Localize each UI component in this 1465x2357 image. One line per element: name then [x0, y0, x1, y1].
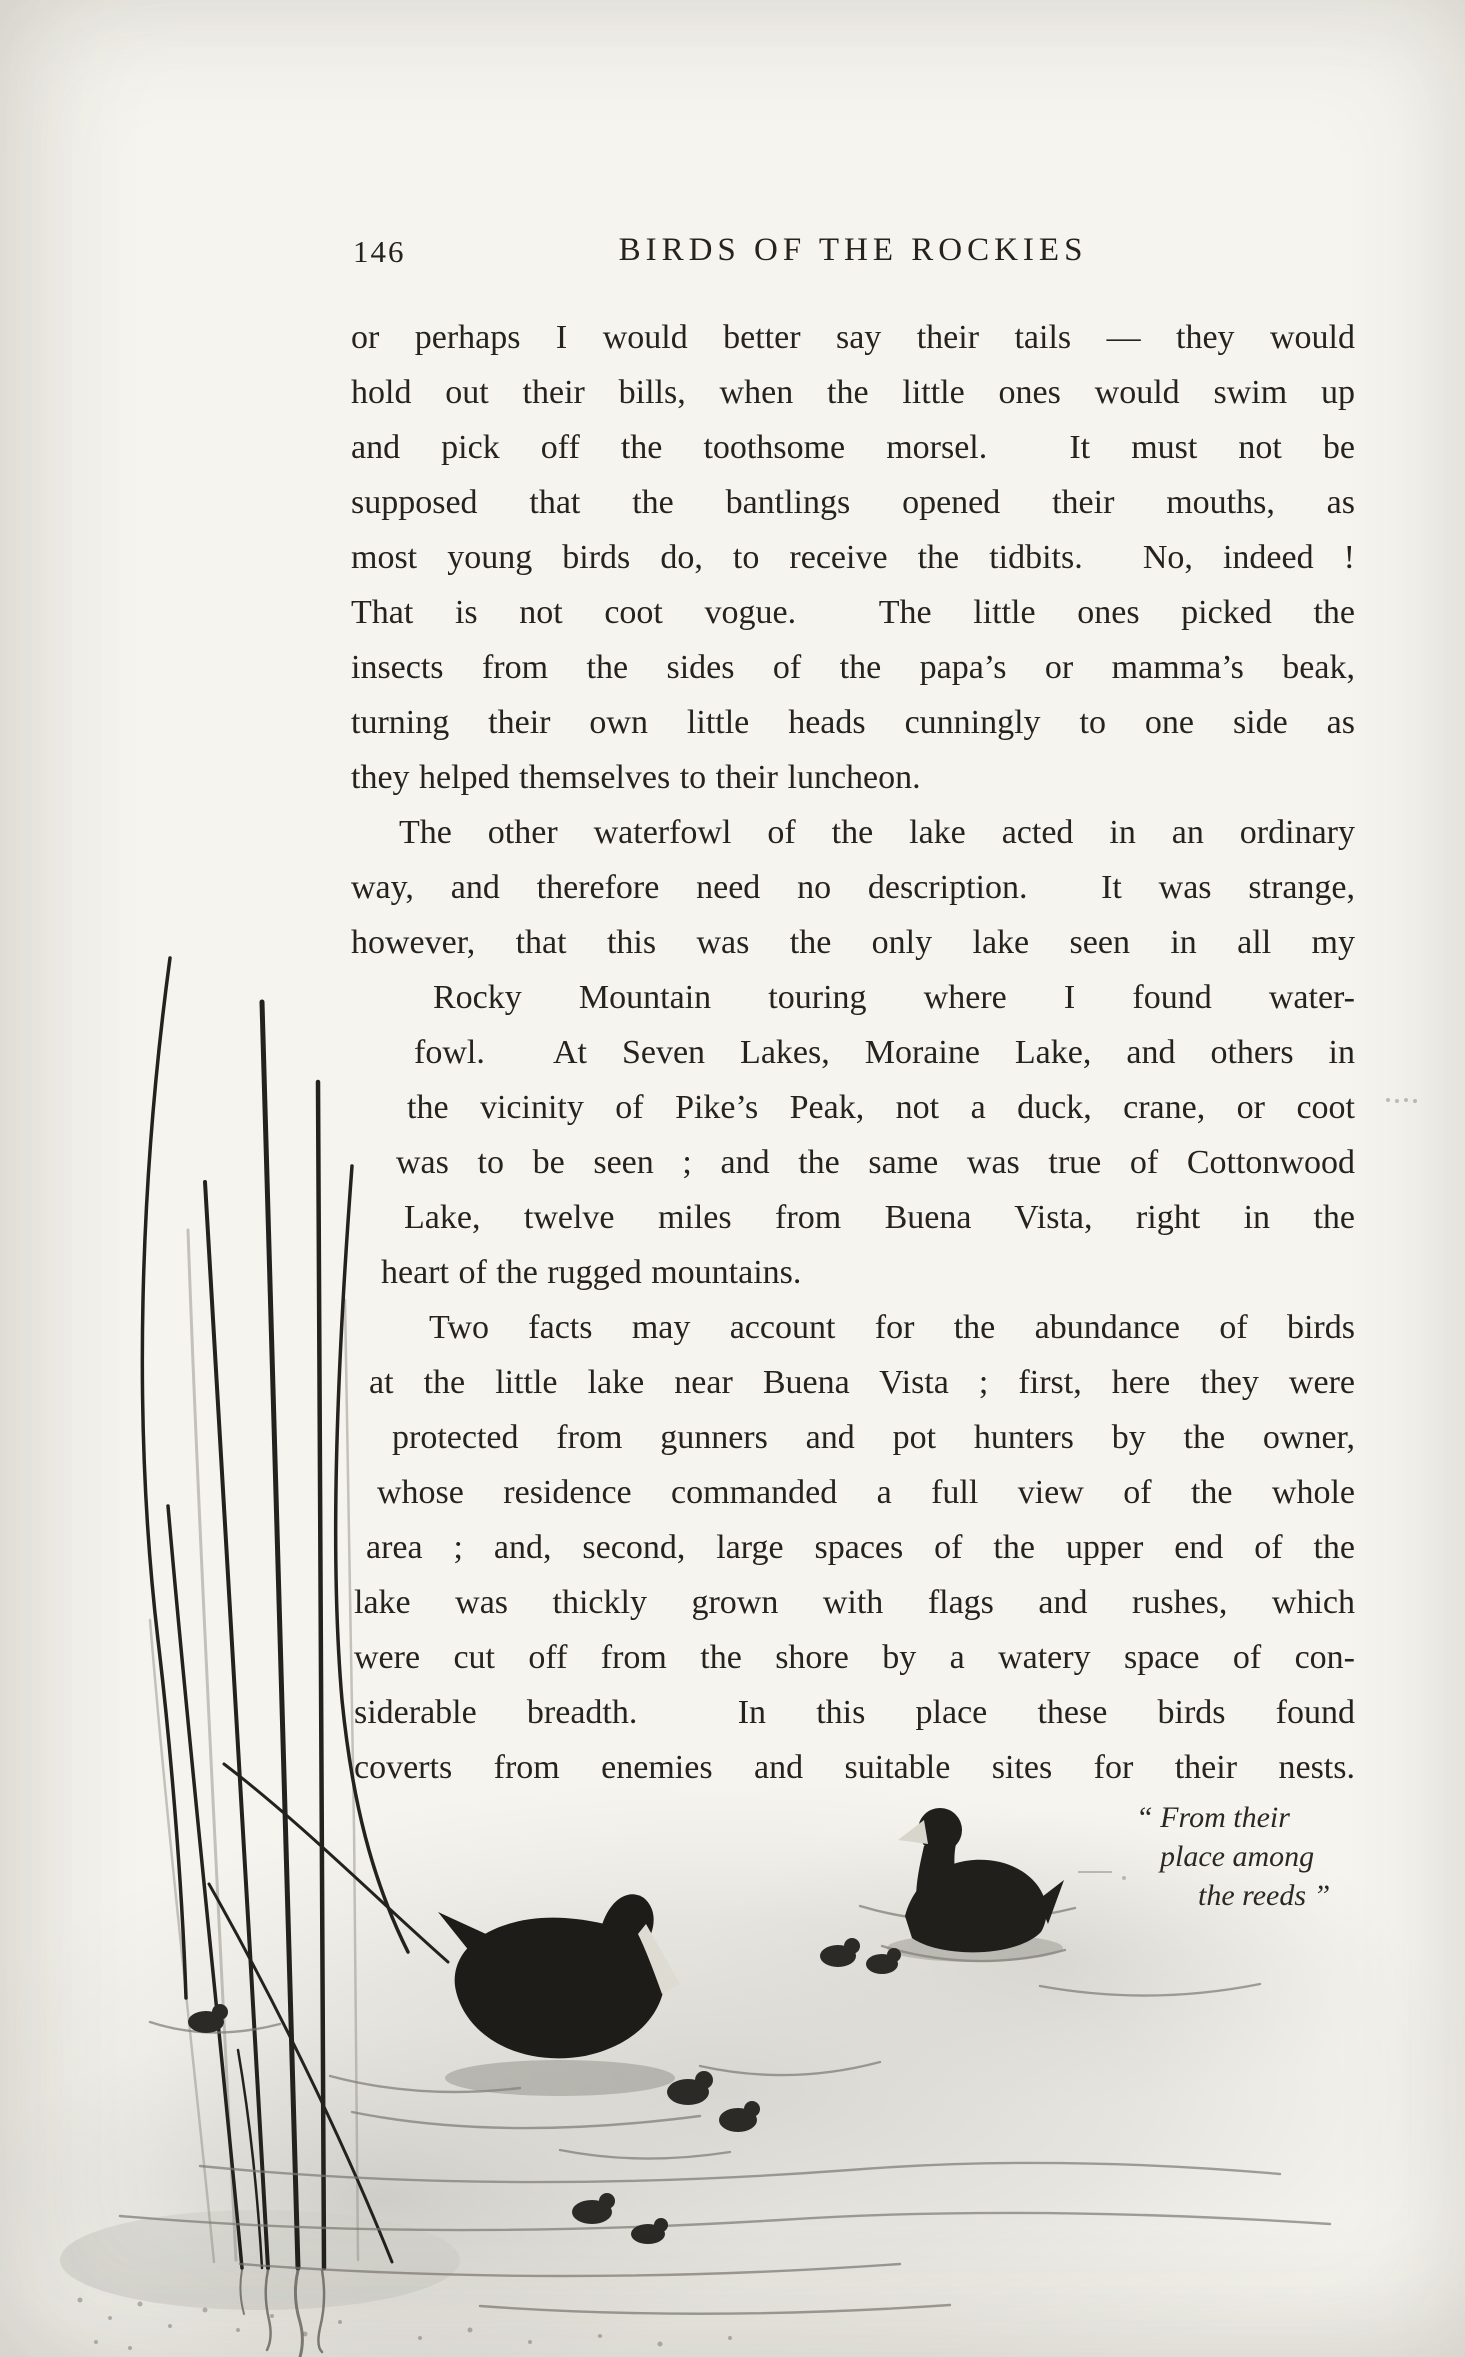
paragraph	[351, 1300, 1355, 1795]
body-text	[351, 310, 1355, 1795]
text-line: way, and therefore need no description. It was strange,	[351, 869, 1355, 906]
text-column	[351, 225, 1355, 1795]
caption-line: “ From their	[1136, 1801, 1290, 1834]
text-line: supposed that the bantlings opened their mouths, as	[351, 484, 1355, 521]
text-line: Two facts may account for the abundance of birds	[429, 1309, 1355, 1346]
text-line: they helped themselves to their luncheon.	[351, 759, 921, 796]
running-title: BIRDS OF THE ROCKIES	[618, 232, 1088, 268]
text-line: however, that this was the only lake seen in all my	[351, 924, 1355, 961]
page-number: 146	[353, 234, 406, 269]
text-line: and pick off the toothsome morsel. It must not be	[351, 429, 1355, 466]
text-line: coverts from enemies and suitable sites for their nests.	[354, 1749, 1355, 1786]
text-line: area ; and, second, large spaces of the upper end of the	[366, 1529, 1355, 1566]
text-line: That is not coot vogue. The little ones picked the	[351, 594, 1355, 631]
illustration-caption	[1136, 1798, 1330, 1915]
text-line: or perhaps I would better say their tails — they would	[351, 319, 1355, 356]
text-line: insects from the sides of the papa’s or mamma’s beak,	[351, 649, 1355, 686]
text-line: siderable breadth. In this place these birds found	[354, 1694, 1355, 1731]
paragraph	[351, 310, 1355, 805]
page-header	[351, 225, 1355, 280]
text-line: Lake, twelve miles from Buena Vista, right in the	[404, 1199, 1355, 1236]
text-line: Rocky Mountain touring where I found water-	[433, 979, 1355, 1016]
text-line: whose residence commanded a full view of the whole	[377, 1474, 1355, 1511]
caption-line: the reeds ”	[1198, 1879, 1331, 1912]
text-line: fowl. At Seven Lakes, Moraine Lake, and others in	[414, 1034, 1355, 1071]
text-line: was to be seen ; and the same was true of Cottonwood	[396, 1144, 1355, 1181]
text-line: turning their own little heads cunningly to one side as	[351, 704, 1355, 741]
caption-line: place among	[1160, 1840, 1315, 1873]
text-line: protected from gunners and pot hunters by the owner,	[392, 1419, 1355, 1456]
paragraph	[351, 805, 1355, 1300]
text-line: heart of the rugged mountains.	[381, 1254, 802, 1291]
text-line: most young birds do, to receive the tidbits. No, indeed !	[351, 539, 1355, 576]
text-line: were cut off from the shore by a watery space of con-	[354, 1639, 1355, 1676]
text-line: hold out their bills, when the little ones would swim up	[351, 374, 1355, 411]
text-line: lake was thickly grown with flags and rushes, which	[354, 1584, 1355, 1621]
text-line: The other waterfowl of the lake acted in an ordinary	[399, 814, 1355, 851]
text-line: the vicinity of Pike’s Peak, not a duck, crane, or coot	[407, 1089, 1355, 1126]
text-line: at the little lake near Buena Vista ; first, here they were	[369, 1364, 1355, 1401]
